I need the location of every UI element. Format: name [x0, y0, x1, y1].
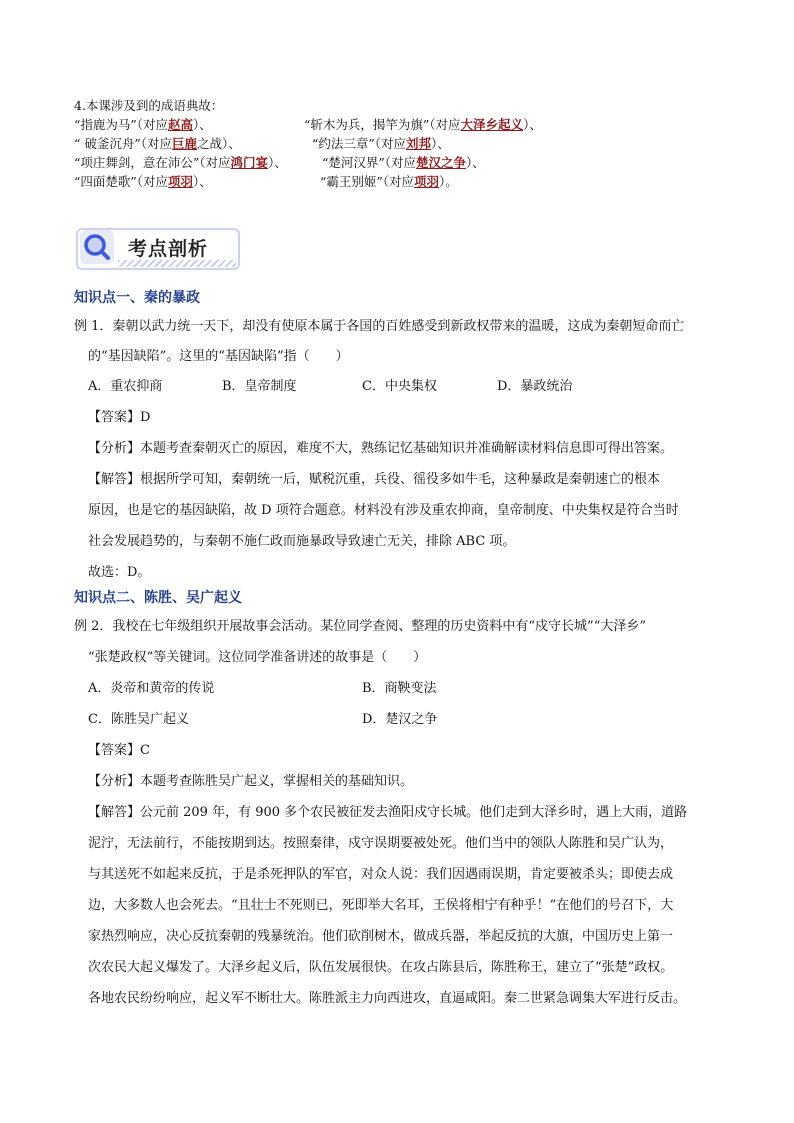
option-d: D．暴政统治: [497, 379, 573, 394]
idiom-item: “霸王别姬”（对应项羽）。: [320, 174, 458, 189]
badge-stripes: [118, 260, 236, 267]
idiom-item: “斩木为兵，揭竿为旗”（对应大泽乡起义）、: [304, 117, 542, 132]
solution-line: 泥泞，无法前行，不能按期到达。按照秦律，戍守误期要被处死。他们当中的领队人陈胜和吴广认为，: [88, 836, 674, 851]
section-badge: [74, 226, 240, 272]
question-text: 例 1．秦朝以武力统一天下，却没有使原本属于各国的百姓感受到新政权带来的温暖，这成为秦朝短命而亡: [74, 319, 685, 334]
idiom-item: “四面楚歌”（对应项羽）、: [74, 174, 212, 189]
answer: 【答案】D: [88, 410, 151, 425]
option-d: D．楚汉之争: [362, 712, 438, 727]
option-c: C．中央集权: [362, 379, 437, 394]
final-choice: 故选：D。: [88, 565, 151, 580]
question-text: 的“基因缺陷”。这里的“基因缺陷”指（ ）: [88, 349, 349, 364]
solution-line: 【解答】根据所学可知，秦朝统一后，赋税沉重，兵役、徭役多如牛毛，这种暴政是秦朝速亡的根本: [88, 472, 661, 487]
solution-line: 各地农民纷纷响应，起义军不断壮大。陈胜派主力向西进攻，直逼咸阳。秦二世紧急调集大军进行反击。: [88, 991, 687, 1006]
idioms-heading: 4.本课涉及到的成语典故：: [74, 98, 224, 113]
analysis: 【分析】本题考查陈胜吴广起义，掌握相关的基础知识。: [88, 774, 414, 789]
idiom-item: “约法三章”（对应刘邦）、: [312, 136, 450, 151]
idiom-item: “ 破釜沉舟”（对应巨鹿之战）、: [74, 136, 241, 151]
idiom-item: “楚河汉界”（对应楚汉之争）、: [322, 155, 485, 170]
analysis: 【分析】本题考查秦朝灭亡的原因，难度不大，熟练记忆基础知识并准确解读材料信息即可得出答案。: [88, 441, 674, 456]
solution-line: 家热烈响应，决心反抗秦朝的残暴统治。他们砍削树木，做成兵器，举起反抗的大旗，中国历史上第一: [88, 929, 674, 944]
idiom-item: “项庄舞剑，意在沛公”（对应鸿门宴）、: [74, 155, 287, 170]
answer: 【答案】C: [88, 743, 150, 758]
knowledge-point-title: 知识点一、秦的暴政: [74, 290, 200, 306]
knowledge-point-title: 知识点二、陈胜、吴广起义: [74, 590, 242, 606]
solution-line: 原因，也是它的基因缺陷，故 D 项符合题意。材料没有涉及重农抑商，皇帝制度、中央集权是符合当时: [88, 503, 679, 518]
search-icon: [80, 230, 114, 264]
option-a: A．重农抑商: [88, 379, 163, 394]
section-title: 考点剖析: [128, 238, 209, 260]
solution-line: 与其送死不如起来反抗，于是杀死押队的军官，对众人说：我们因遇雨误期，肯定要被杀头；即使去成: [88, 867, 674, 882]
option-b: B．皇帝制度: [222, 379, 297, 394]
option-c: C．陈胜吴广起义: [88, 712, 189, 727]
idiom-item: “指鹿为马”（对应赵高）、: [74, 117, 212, 132]
solution-line: 社会发展趋势的，与秦朝不施仁政而施暴政导致速亡无关，排除 ABC 项。: [88, 534, 516, 549]
question-text: “张楚政权”等关键词。这位同学准备讲述的故事是（ ）: [88, 650, 427, 665]
option-a: A．炎帝和黄帝的传说: [88, 681, 215, 696]
solution-line: 边，大多数人也会死去。“且壮士不死则已，死即举大名耳，王侯将相宁有种乎！”在他们的号召下，大: [88, 898, 674, 913]
option-b: B．商鞅变法: [362, 681, 437, 696]
solution-line: 【解答】公元前 209 年，有 900 多个农民被征发去渔阳戍守长城。他们走到大泽乡时，遇上大雨，道路: [88, 805, 688, 820]
question-text: 例 2．我校在七年级组织开展故事会活动。某位同学查阅、整理的历史资料中有“戍守长城”“大泽乡”: [74, 619, 646, 634]
solution-line: 次农民大起义爆发了。大泽乡起义后，队伍发展很快。在攻占陈县后，陈胜称王，建立了“张楚”政权。: [88, 960, 674, 975]
